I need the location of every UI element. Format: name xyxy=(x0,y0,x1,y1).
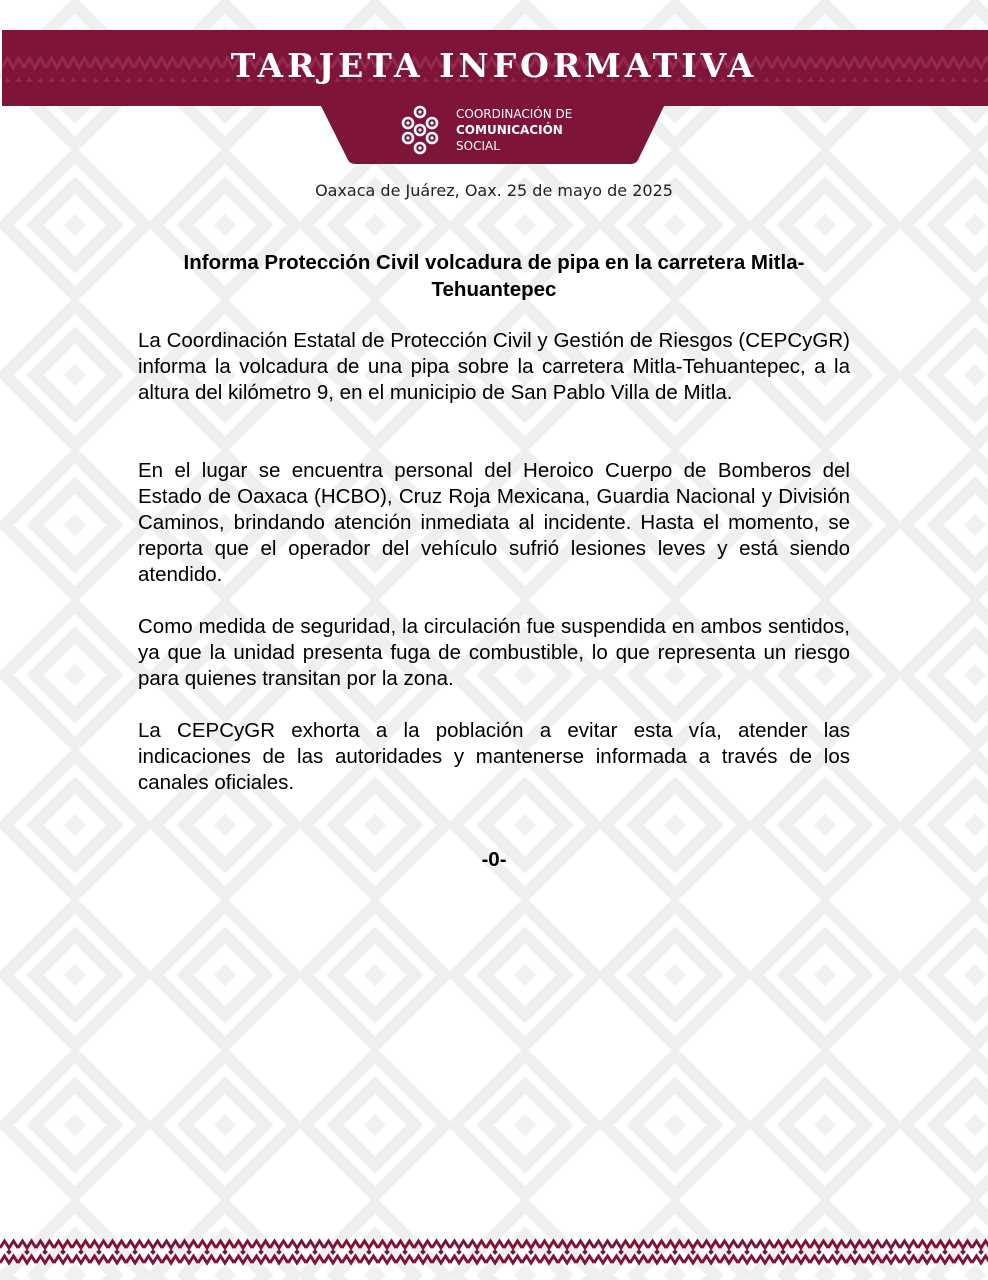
document-type-title: TARJETA INFORMATIVA xyxy=(230,46,758,85)
document-date: Oaxaca de Juárez, Oax. 25 de mayo de 2025 xyxy=(315,181,673,200)
org-line-2: COMUNICACIÓN xyxy=(456,123,563,137)
paragraph-1: La Coordinación Estatal de Protección Civil y Gestión de Riesgos (CEPCyGR) informa la volcadura de una pipa sobre la carretera Mitla-Tehuantepec, a la altura del kilómetro 9, en el municipio de San Pablo Villa de Mitla. xyxy=(138,329,850,404)
organization-name xyxy=(456,106,572,154)
oaxaca-glyph-logo-icon xyxy=(398,103,442,157)
closing-mark: -0- xyxy=(481,848,507,871)
paragraph-3: Como medida de seguridad, la circulación fue suspendida en ambos sentidos, ya que la unidad presenta fuga de combustible, lo que representa un riesgo para quienes transitan por la zona. xyxy=(138,615,850,690)
org-line-3: SOCIAL xyxy=(456,139,500,153)
footer-band xyxy=(0,1238,988,1266)
org-line-1: COORDINACIÓN DE xyxy=(456,107,573,121)
headline: Informa Protección Civil volcadura de pipa en la carretera Mitla-Tehuantepec xyxy=(183,251,805,301)
paragraph-4: La CEPCyGR exhorta a la población a evitar esta vía, atender las indicaciones de las autoridades y mantenerse informada a través de los canales oficiales. xyxy=(138,719,850,794)
paragraph-2: En el lugar se encuentra personal del Heroico Cuerpo de Bomberos del Estado de Oaxaca (HCBO), Cruz Roja Mexicana, Guardia Nacional y División Caminos, brindando atención inmediata al incidente. Hasta el momento, se reporta que el operador del vehículo sufrió lesiones leves y está siendo atendido. xyxy=(138,459,850,586)
